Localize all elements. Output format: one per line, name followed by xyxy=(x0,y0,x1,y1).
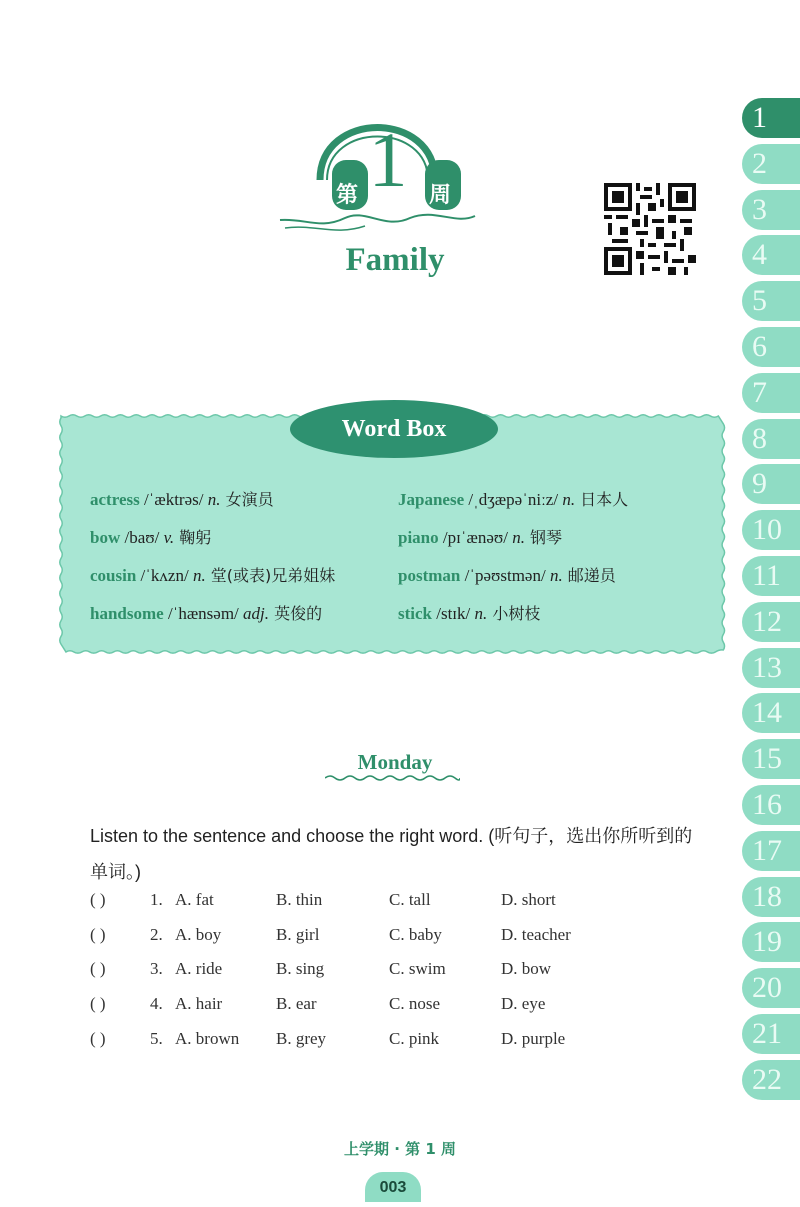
question-number: 4. xyxy=(150,994,163,1014)
vocab-word: bow xyxy=(90,528,121,547)
exercise-instruction: Listen to the sentence and choose the right word. (听句子，选出你所听到的单词。) xyxy=(90,826,693,882)
option-c: C. pink xyxy=(389,1028,440,1048)
week-suffix: 周 xyxy=(428,183,451,208)
tab-week-18[interactable]: 18 xyxy=(742,877,800,917)
option-b: B. grey xyxy=(276,1028,327,1048)
option-c: C. tall xyxy=(389,890,431,909)
vocab-meaning: 堂(或表)兄弟姐妹 xyxy=(205,566,336,585)
tab-week-2[interactable]: 2 xyxy=(742,144,800,184)
vocab-pos: n. xyxy=(549,566,563,585)
option-c: C. nose xyxy=(389,994,440,1014)
vocab-meaning: 邮递员 xyxy=(562,566,616,585)
option-d: D. purple xyxy=(501,1028,566,1048)
footer-label: 上学期 · 第 1 周 xyxy=(343,1140,457,1158)
vocab-word: handsome xyxy=(90,604,164,623)
question-number: 5. xyxy=(150,1028,163,1048)
vocab-word: stick xyxy=(398,604,432,623)
question-number: 1. xyxy=(150,890,163,909)
tab-week-12[interactable]: 12 xyxy=(742,602,800,642)
vocab-phonetic: /pɪˈænəʊ/ xyxy=(438,528,513,547)
vocab-meaning: 女演员 xyxy=(220,490,274,509)
vocab-pos: n. xyxy=(562,490,576,509)
answer-blank[interactable]: ( ) xyxy=(90,994,106,1014)
option-b: B. sing xyxy=(276,959,325,979)
vocab-meaning: 鞠躬 xyxy=(174,528,212,547)
tab-week-20[interactable]: 20 xyxy=(742,968,800,1008)
tab-week-9[interactable]: 9 xyxy=(742,464,800,504)
vocab-entry xyxy=(398,563,616,586)
option-b: B. ear xyxy=(276,994,317,1014)
vocab-pos: n. xyxy=(512,528,525,547)
wave-underline xyxy=(325,774,460,782)
tab-week-6[interactable]: 6 xyxy=(742,327,800,367)
tab-week-1[interactable]: 1 xyxy=(742,98,800,138)
tab-week-21[interactable]: 21 xyxy=(742,1014,800,1054)
section-day-heading: Monday xyxy=(357,750,433,774)
vocab-meaning: 英俊的 xyxy=(269,604,323,623)
vocab-phonetic: /ˌdʒæpəˈniːz/ xyxy=(464,490,563,509)
answer-blank[interactable]: ( ) xyxy=(90,890,106,909)
vocab-entry xyxy=(90,525,211,548)
tab-week-3[interactable]: 3 xyxy=(742,190,800,230)
tab-week-16[interactable]: 16 xyxy=(742,785,800,825)
question-number: 2. xyxy=(150,924,163,944)
page-number: 003 xyxy=(365,1172,421,1202)
tab-week-7[interactable]: 7 xyxy=(742,373,800,413)
option-d: D. bow xyxy=(501,959,552,979)
qr-code-icon[interactable] xyxy=(604,183,696,275)
tab-week-17[interactable]: 17 xyxy=(742,831,800,871)
vocab-pos: n. xyxy=(207,490,221,509)
vocab-pos: n. xyxy=(192,566,206,585)
option-a: A. brown xyxy=(175,1028,240,1048)
word-box-title: Word Box xyxy=(290,400,498,458)
vocab-entry xyxy=(398,525,562,548)
vocab-phonetic: /ˈhænsəm/ xyxy=(163,604,244,623)
tab-week-5[interactable]: 5 xyxy=(742,281,800,321)
vocab-pos: n. xyxy=(474,604,488,623)
tab-week-22[interactable]: 22 xyxy=(742,1060,800,1100)
vocab-word: cousin xyxy=(90,566,137,585)
option-a: A. ride xyxy=(175,959,223,979)
vocab-word: actress xyxy=(90,490,140,509)
tab-week-14[interactable]: 14 xyxy=(742,693,800,733)
option-c: C. baby xyxy=(389,924,442,944)
vocab-phonetic: /ˈæktrəs/ xyxy=(139,490,208,509)
tab-week-15[interactable]: 15 xyxy=(742,739,800,779)
week-prefix: 第 xyxy=(335,183,358,208)
option-a: A. hair xyxy=(175,994,223,1014)
page-title: Family xyxy=(345,242,445,278)
option-a: A. fat xyxy=(175,890,214,909)
vocab-phonetic: /ˈkʌzn/ xyxy=(136,566,193,585)
vocab-pos: adj. xyxy=(243,604,270,623)
vocab-entry xyxy=(90,487,274,510)
question-number: 3. xyxy=(150,959,163,979)
vocab-pos: v. xyxy=(163,528,175,547)
option-b: B. girl xyxy=(276,924,320,944)
tab-week-19[interactable]: 19 xyxy=(742,922,800,962)
option-a: A. boy xyxy=(175,924,222,944)
vocab-meaning: 小树枝 xyxy=(487,604,541,623)
answer-blank[interactable]: ( ) xyxy=(90,924,106,944)
vocab-word: postman xyxy=(398,566,461,585)
option-c: C. swim xyxy=(389,959,446,979)
vocab-word: Japanese xyxy=(398,490,465,509)
tab-week-8[interactable]: 8 xyxy=(742,419,800,459)
vocab-phonetic: /ˈpəʊstmən/ xyxy=(460,566,550,585)
option-d: D. short xyxy=(501,890,556,909)
answer-blank[interactable]: ( ) xyxy=(90,1028,106,1048)
tab-week-4[interactable]: 4 xyxy=(742,235,800,275)
answer-blank[interactable]: ( ) xyxy=(90,959,106,979)
tab-week-10[interactable]: 10 xyxy=(742,510,800,550)
vocab-phonetic: /stɪk/ xyxy=(432,604,475,623)
vocab-entry xyxy=(90,601,322,624)
option-d: D. teacher xyxy=(501,924,571,944)
vocab-entry xyxy=(398,601,540,624)
option-b: B. thin xyxy=(276,890,323,909)
vocab-meaning: 钢琴 xyxy=(524,528,563,547)
vocab-phonetic: /baʊ/ xyxy=(120,528,164,547)
vocab-word: piano xyxy=(398,528,439,547)
vocab-meaning: 日本人 xyxy=(575,490,629,509)
tab-week-11[interactable]: 11 xyxy=(742,556,800,596)
vocab-entry xyxy=(90,563,335,586)
tab-week-13[interactable]: 13 xyxy=(742,648,800,688)
week-number: 1 xyxy=(368,116,408,203)
option-d: D. eye xyxy=(501,994,546,1014)
vocab-entry xyxy=(398,487,628,510)
